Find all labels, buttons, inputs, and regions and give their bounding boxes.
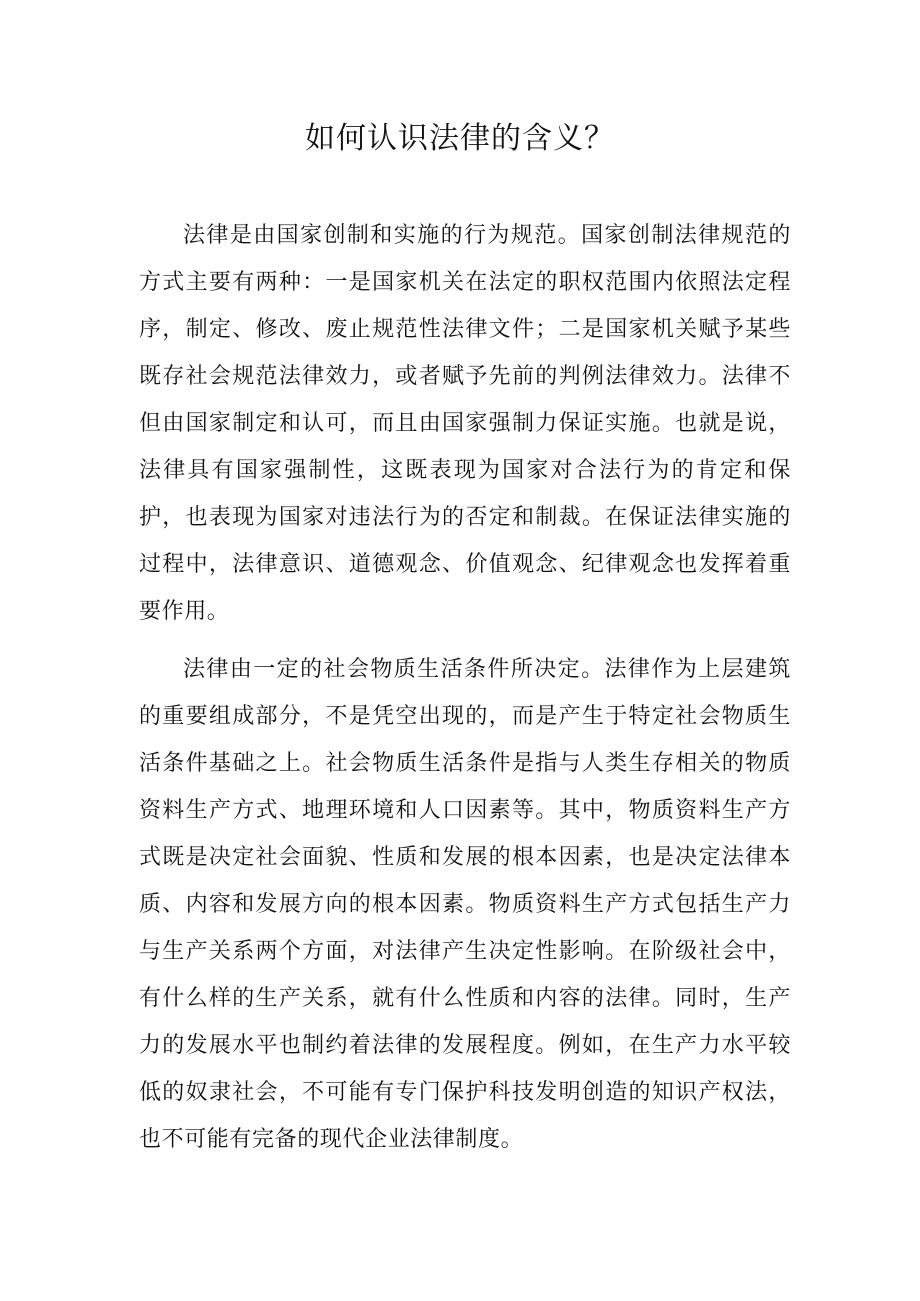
- paragraph-2: 法律由一定的社会物质生活条件所决定。法律作为上层建筑的重要组成部分，不是凭空出现的，而是产生于特定社会物质生活条件基础之上。社会物质生活条件是指与人类生存相关的物质资料生产方式、地理环境和人口因素等。其中，物质资料生产方式既是决定社会面貌、性质和发展的根本因素，也是决定法律本质、内容和发展方向的根本因素。物质资料生产方式包括生产力与生产关系两个方面，对法律产生决定性影响。在阶级社会中，有什么样的生产关系，就有什么性质和内容的法律。同时，生产力的发展水平也制约着法律的发展程度。例如，在生产力水平较低的奴隶社会，不可能有专门保护科技发明创造的知识产权法，也不可能有完备的现代企业法律制度。: [139, 657, 791, 1152]
- paragraph-1: 法律是由国家创制和实施的行为规范。国家创制法律规范的方式主要有两种：一是国家机关在法定的职权范围内依照法定程序，制定、修改、废止规范性法律文件；二是国家机关赋予某些既存社会规范法律效力，或者赋予先前的判例法律效力。法律不但由国家制定和认可，而且由国家强制力保证实施。也就是说，法律具有国家强制性，这既表现为国家对合法行为的肯定和保护，也表现为国家对违法行为的否定和制裁。在保证法律实施的过程中，法律意识、道德观念、价值观念、纪律观念也发挥着重要作用。: [139, 223, 791, 624]
- document-title: 如何认识法律的含义？: [305, 121, 615, 156]
